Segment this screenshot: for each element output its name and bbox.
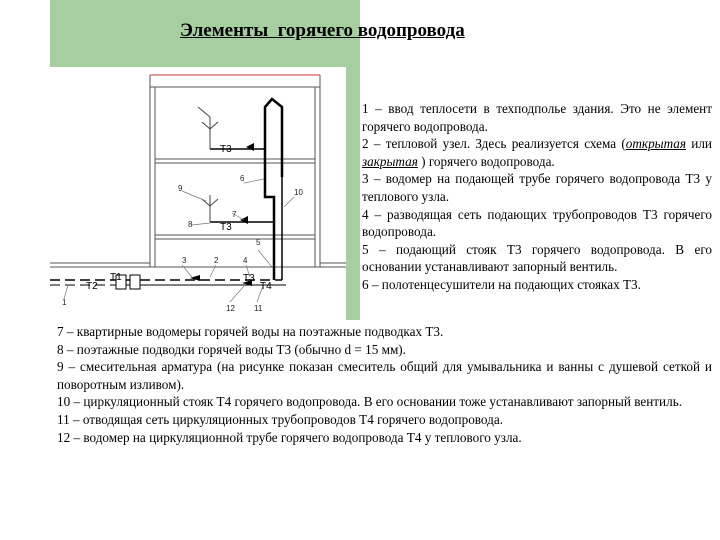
item-2-closed: закрытая xyxy=(362,153,418,169)
item-2-open: открытая xyxy=(625,136,687,152)
item-7: 7 – квартирные водомеры горячей воды на поэтажные подводках Т3. xyxy=(57,324,444,339)
item-3: 3 – водомер на подающей трубе горячего водопровода Т3 у теплового узла. xyxy=(362,171,712,204)
item-6: 6 – полотенцесушители на подающих стояках Т3. xyxy=(362,276,641,292)
bottom-description xyxy=(57,323,712,446)
label-t3-upper: T3 xyxy=(220,144,232,155)
label-12: 12 xyxy=(226,304,235,313)
item-12: 12 – водомер на циркуляционной трубе горячего водопровода Т4 у теплового узла. xyxy=(57,429,522,445)
item-2-prefix: 2 – тепловой узел. Здесь реализуется схема ( xyxy=(362,136,626,152)
item-10: 10 – циркуляционный стояк Т4 горячего водопровода. В его основании тоже устанавливают запорный вентиль. xyxy=(57,394,683,410)
hot-water-system-diagram xyxy=(50,67,346,327)
label-t3-lower: T3 xyxy=(243,273,255,284)
label-11: 11 xyxy=(254,304,263,313)
item-4: 4 – разводящая сеть подающих трубопроводов Т3 горячего водопровода. xyxy=(362,206,712,240)
label-9: 9 xyxy=(178,184,183,193)
item-11: 11 – отводящая сеть циркуляционных трубопроводов Т4 горячего водопровода. xyxy=(57,411,504,427)
item-1: 1 – ввод теплосети в техподполье здания. Это не элемент горячего водопровода. xyxy=(362,101,712,134)
label-t3-middle: T3 xyxy=(220,222,232,233)
item-5: 5 – подающий стояк Т3 горячего водопровода. В его основании устанавливают запорный вентиль. xyxy=(362,241,712,275)
label-1: 1 xyxy=(62,298,67,307)
label-6: 6 xyxy=(240,174,245,183)
page-title: Элементы горячего водопровода xyxy=(180,20,465,41)
item-2-or: или xyxy=(686,136,712,152)
supply-riser-t3 xyxy=(265,99,282,280)
label-t4: T4 xyxy=(260,281,272,292)
label-t2: T2 xyxy=(86,281,98,292)
mixer-fixtures xyxy=(198,107,218,222)
right-description xyxy=(362,100,712,294)
label-3: 3 xyxy=(182,256,187,265)
diagram-svg xyxy=(50,67,346,327)
item-2 xyxy=(362,135,712,170)
label-4: 4 xyxy=(243,256,248,265)
item-9: 9 – смесительная арматура (на рисунке показан смеситель общий для умывальника и ванны с душевой сеткой и поворотным изливом). xyxy=(57,359,712,392)
item-8: 8 – поэтажные подводки горячей воды Т3 (обычно d = 15 мм). xyxy=(57,341,406,357)
label-7: 7 xyxy=(232,210,237,219)
label-8: 8 xyxy=(188,220,193,229)
label-5: 5 xyxy=(256,238,261,247)
label-10: 10 xyxy=(294,188,303,197)
apartment-meters xyxy=(240,143,254,224)
label-2: 2 xyxy=(214,256,219,265)
label-t1: T1 xyxy=(110,272,122,283)
building-outline xyxy=(50,75,346,267)
item-2-suffix: ) горячего водопровода. xyxy=(417,153,555,169)
